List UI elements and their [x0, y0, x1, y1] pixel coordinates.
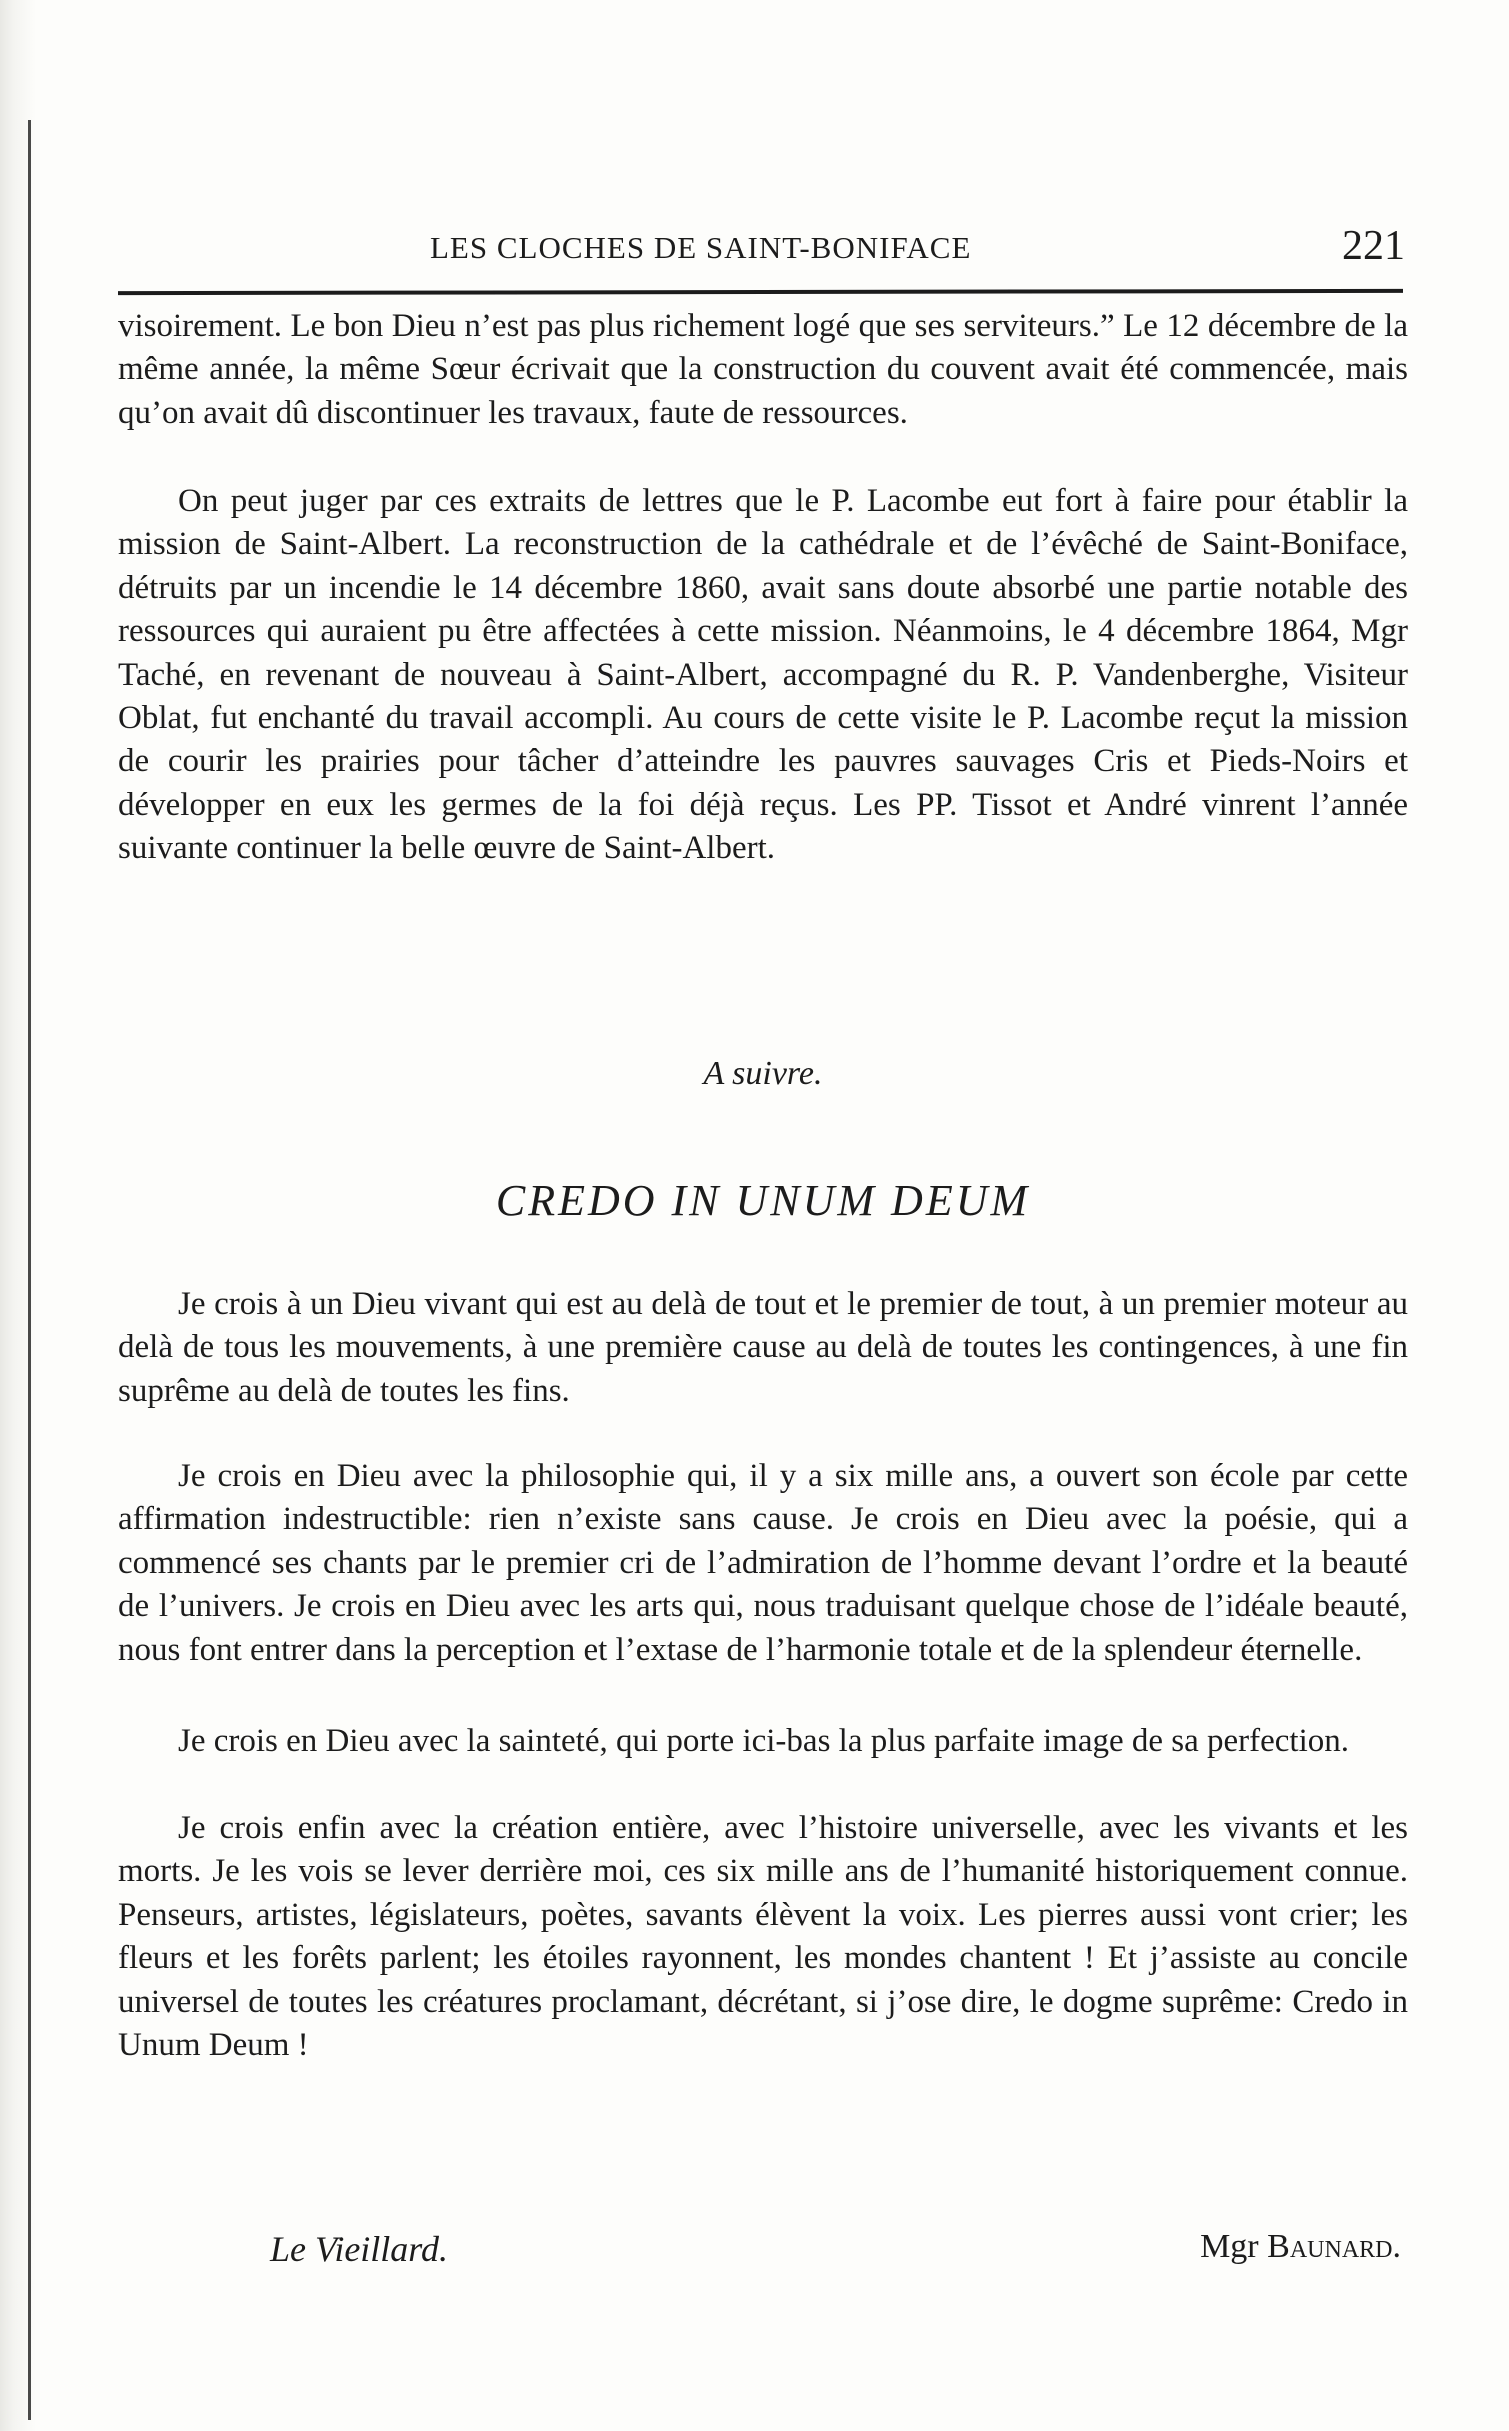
author-name: Baunard. — [1267, 2228, 1401, 2265]
paragraph-text: Je crois enfin avec la création entière, avec l’histoire universelle, avec les vivants et les morts. Je les vois se lever derrière moi, ces six mille ans de l’humanité historiquement connue. Penseurs, artistes, législateurs, poètes, savants élèvent la voix. Les pierres aussi vont crier; les fleurs et les forêts parlent; les étoiles rayonnent, les mondes chantent ! Et j’assiste au concile universel de toutes les créatures proclamant, décrétant, si j’ose dire, le dogme suprême: Credo in Unum Deum ! — [118, 1810, 1408, 2064]
paragraph-text: Je crois en Dieu avec la philosophie qui, il y a six mille ans, a ouvert son école par cette affirmation indestructible: rien n’existe sans cause. Je crois en Dieu avec la poésie, qui a commencé ses chants par le premier cri de l’admiration de l’homme devant l’ordre et la beauté de l’univers. Je crois en Dieu avec les arts qui, nous traduisant quelque chose de l’idéale beauté, nous font entrer dans la perception et l’extase de l’harmonie totale et de la splendeur éternelle. — [118, 1458, 1408, 1668]
article-1-paragraph-2 — [118, 480, 1408, 871]
article-title: CREDO IN UNUM DEUM — [495, 1176, 1031, 1225]
author-prefix: Mgr — [1200, 2228, 1259, 2265]
paragraph-text: Je crois à un Dieu vivant qui est au delà de tout et le premier de tout, à un premier moteur au delà de tous les mouvements, à une première cause au delà de toutes les contingences, à une fin suprême au delà de toutes les fins. — [118, 1286, 1408, 1409]
paragraph-text: visoirement. Le bon Dieu n’est pas plus richement logé que ses serviteurs.” Le 12 décembre de la même année, la même Sœur écrivait que la construction du couvent avait été commencée, mais qu’on avait dû discontinuer les travaux, faute de ressources. — [118, 308, 1408, 431]
paragraph-text: Je crois en Dieu avec la sainteté, qui porte ici-bas la plus parfaite image de sa perfection. — [178, 1723, 1350, 1759]
continued-note: A suivre. — [703, 1055, 823, 1092]
running-title: LES CLOCHES DE SAINT-BONIFACE — [430, 230, 972, 265]
article-2-paragraph-1 — [118, 1283, 1408, 1413]
header-rule — [118, 289, 1403, 295]
article-2-paragraph-2 — [118, 1455, 1408, 1672]
binding-shadow-line — [28, 120, 31, 2420]
article-1-paragraph-1 — [118, 305, 1408, 435]
author-signature — [1200, 2228, 1401, 2266]
page-number: 221 — [1342, 223, 1405, 269]
article-2-paragraph-3 — [118, 1720, 1408, 1763]
article-2-paragraph-4 — [118, 1807, 1408, 2067]
paragraph-text: On peut juger par ces extraits de lettres que le P. Lacombe eut fort à faire pour établir la mission de Saint-Albert. La reconstruction de la cathédrale et de l’évêché de Saint-Boniface, détruits par un incendie le 14 décembre 1860, avait sans doute absorbé une partie notable des ressources qui auraient pu être affectées à cette mission. Néanmoins, le 4 décembre 1864, Mgr Taché, en revenant de nouveau à Saint-Albert, accompagné du R. P. Vandenberghe, Visiteur Oblat, fut enchanté du travail accompli. Au cours de cette visite le P. Lacombe reçut la mission de courir les prairies pour tâcher d’atteindre les pauvres sauvages Cris et Pieds-Noirs et développer en eux les germes de la foi déjà reçus. Les PP. Tissot et André vinrent l’année suivante continuer la belle œuvre de Saint-Albert. — [118, 483, 1408, 867]
page-header — [120, 222, 1405, 282]
source-attribution: Le Vieillard. — [270, 2229, 448, 2269]
